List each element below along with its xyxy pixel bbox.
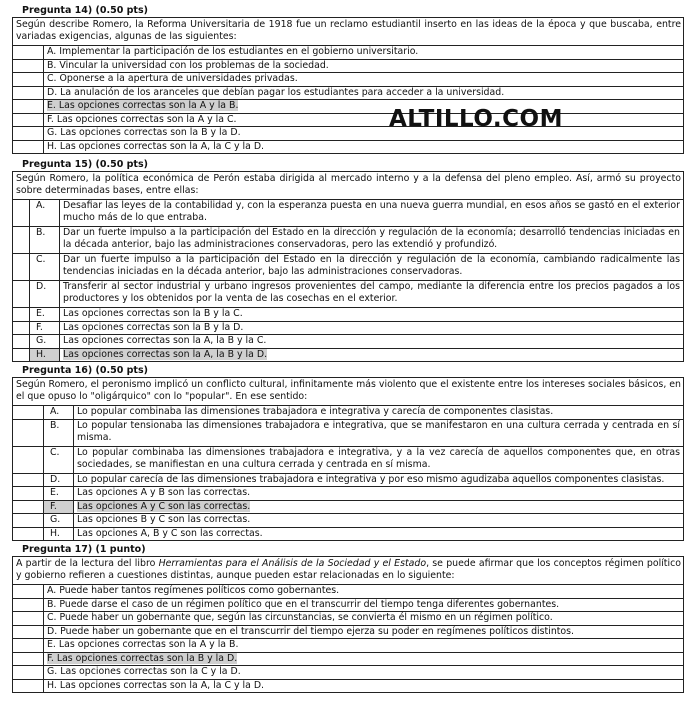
q17-option-c[interactable]: C. Puede haber un gobernante que, según las circunstancias, se convierta él mismo en un régimen político. [44,612,684,626]
q15-stem: Según Romero, la política económica de Perón estaba dirigida al mercado interno y a la defensa del pleno empleo. Así, armó su proyecto sobre determinadas bases, entre ellas: [12,171,684,199]
q15-letter-a: A. [30,200,60,227]
q14-options [12,45,684,154]
q16-letter-h: H. [44,527,74,541]
q15-letter-c: C. [30,254,60,281]
q17-stem-book-title: Herramientas para el Análisis de la Sociedad y el Estado [158,558,427,569]
q15-letter-f: F. [30,321,60,335]
q17-option-e[interactable]: E. Las opciones correctas son la A y la B. [44,639,684,653]
q17-stem-post: , se puede afirmar que los conceptos régimen político y gobierno refieren a cuestiones distintas, aunque pueden estar relacionadas en lo siguiente: [16,558,681,582]
q15-option-a[interactable]: Desafiar las leyes de la contabilidad y, con la esperanza puesta en una nueva guerra mundial, en esos años se gastó en el exterior mucho más de lo que entraba. [60,200,684,227]
q16-options [12,405,684,541]
q15-option-h[interactable] [60,348,684,362]
q16-letter-f: F. [44,500,74,514]
q16-option-b[interactable]: Lo popular tensionaba las dimensiones trabajadora e integrativa, que se manifestaron en una cultura cerrada y centrada en sí misma. [74,419,684,446]
q14-option-d[interactable]: D. La anulación de los aranceles que debían pagar los estudiantes para acceder a la universidad. [44,86,684,100]
q15-option-f[interactable]: Las opciones correctas son la B y la D. [60,321,684,335]
altillo-watermark: ALTILLO.COM [389,106,563,132]
q14-option-g[interactable]: G. Las opciones correctas son la B y la D. [44,127,684,141]
q16-stem: Según Romero, el peronismo implicó un conflicto cultural, infinitamente más violento que el existente entre los intereses sociales básicos, en el que opuso lo "oligárquico" con lo "popular". En ese sentido: [12,377,684,405]
q14-option-e[interactable] [44,100,684,114]
q17-option-b[interactable]: B. Puede darse el caso de un régimen político que en el transcurrir del tiempo tenga diferentes gobernantes. [44,598,684,612]
q17-option-g[interactable]: G. Las opciones correctas son la C y la D. [44,666,684,680]
q15-letter-h: H. [30,348,60,362]
q14-option-e-highlight: E. Las opciones correctas son la A y la B. [47,100,239,111]
q16-letter-c: C. [44,446,74,473]
q15-option-b[interactable]: Dar un fuerte impulso a la participación del Estado en la dirección y regulación de la economía; desarrolló tendencias iniciadas en la década anterior, bajo las administraciones conservadoras, pero las extendió y profundizó. [60,227,684,254]
q15-letter-d: D. [30,281,60,308]
q15-option-d[interactable]: Transferir al sector industrial y urbano ingresos provenientes del campo, mediante la diferencia entre los precios pagados a los productores y los obtenidos por la venta de las cosechas en el exterior. [60,281,684,308]
q17-stem [12,556,684,584]
q14-option-h[interactable]: H. Las opciones correctas son la A, la C y la D. [44,140,684,154]
q17-title: Pregunta 17) (1 punto) [22,544,146,555]
q14-option-b[interactable]: B. Vincular la universidad con los problemas de la sociedad. [44,59,684,73]
q15-option-h-highlight: Las opciones correctas son la A, la B y la D. [63,348,268,360]
q17-options [12,584,684,693]
q14-option-a[interactable]: A. Implementar la participación de los estudiantes en el gobierno universitario. [44,46,684,60]
q15-option-e[interactable]: Las opciones correctas son la B y la C. [60,308,684,322]
q16-letter-a: A. [44,406,74,420]
q15-option-g[interactable]: Las opciones correctas son la A, la B y la C. [60,335,684,349]
q16-option-g[interactable]: Las opciones B y C son las correctas. [74,514,684,528]
q17-option-f-highlight: F. Las opciones correctas son la B y la D. [47,652,238,664]
q16-option-c[interactable]: Lo popular combinaba las dimensiones trabajadora e integrativa, y a la vez carecía de aquellos componentes que, en otras sociedades, se manifiestan en una cultura cerrada y centrada en sí misma. [74,446,684,473]
q16-option-e[interactable]: Las opciones A y B son las correctas. [74,487,684,501]
q16-letter-b: B. [44,419,74,446]
q17-option-a[interactable]: A. Puede haber tantos regímenes políticos como gobernantes. [44,585,684,599]
q17-option-f[interactable] [44,652,684,666]
q16-option-f-highlight: Las opciones A y C son las correctas. [77,500,251,512]
q14-option-c[interactable]: C. Oponerse a la apertura de universidades privadas. [44,73,684,87]
q14-stem: Según describe Romero, la Reforma Universitaria de 1918 fue un reclamo estudiantil inserto en las ideas de la época y que buscaba, entre variadas exigencias, algunas de las siguientes: [12,17,684,45]
q15-title: Pregunta 15) (0.50 pts) [22,159,148,170]
q15-letter-g: G. [30,335,60,349]
q14-title: Pregunta 14) (0.50 pts) [22,5,148,16]
q16-letter-g: G. [44,514,74,528]
q17-option-h[interactable]: H. Las opciones correctas son la A, la C y la D. [44,679,684,693]
q16-option-d[interactable]: Lo popular carecía de las dimensiones trabajadora e integrativa y por eso mismo agudizaba aquellos componentes clasistas. [74,473,684,487]
q16-option-f[interactable] [74,500,684,514]
q17-stem-pre: A partir de la lectura del libro [16,558,159,569]
q15-letter-b: B. [30,227,60,254]
q15-option-c[interactable]: Dar un fuerte impulso a la participación del Estado en la dirección y regulación de la economía, cambiando radicalmente las tendencias iniciadas en la década anterior, bajo las administraciones conservadoras. [60,254,684,281]
q15-letter-e: E. [30,308,60,322]
q17-option-d[interactable]: D. Puede haber un gobernante que en el transcurrir del tiempo ejerza su poder en regímenes políticos distintos. [44,625,684,639]
q16-letter-d: D. [44,473,74,487]
q16-option-a[interactable]: Lo popular combinaba las dimensiones trabajadora e integrativa y carecía de componentes clasistas. [74,406,684,420]
q16-title: Pregunta 16) (0.50 pts) [22,365,148,376]
q16-option-h[interactable]: Las opciones A, B y C son las correctas. [74,527,684,541]
q16-letter-e: E. [44,487,74,501]
q14-option-f[interactable]: F. Las opciones correctas son la A y la C. [44,113,684,127]
q15-options [12,199,684,362]
